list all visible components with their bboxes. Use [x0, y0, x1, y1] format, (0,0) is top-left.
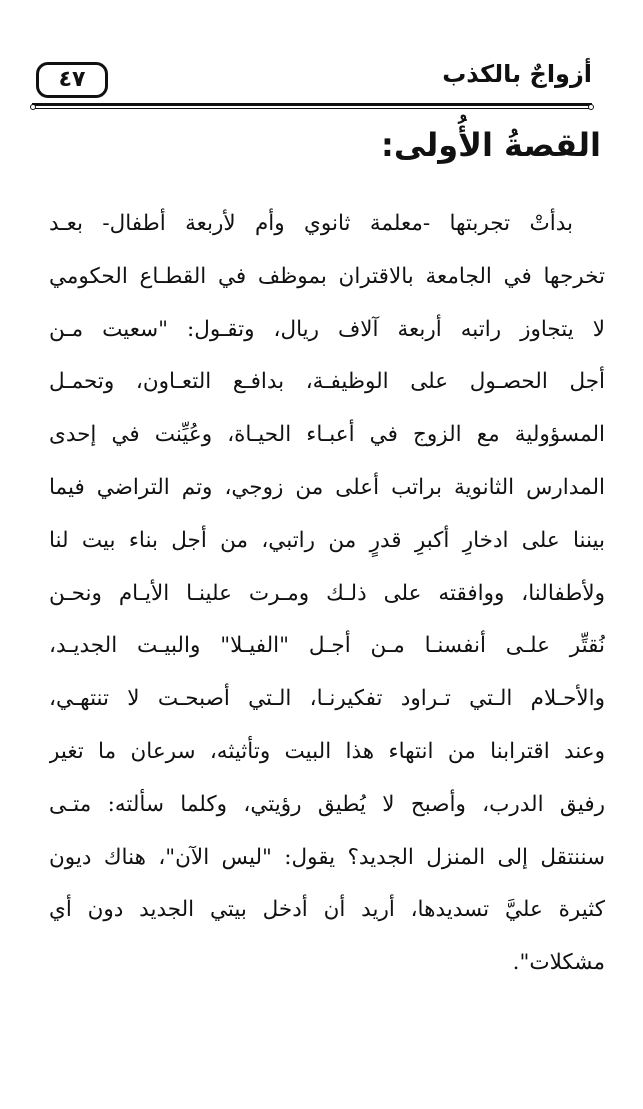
- body-line: سننتقل إلى المنزل الجديد؟ يقول: "ليس الآن"، هناك ديون: [49, 844, 605, 870]
- running-head-title: أزواجٌ بالكذب: [442, 60, 592, 88]
- body-line: أجل الحصـول على الوظيفـة، بدافـع التعـاون، وتحمـل: [49, 369, 605, 395]
- body-line: ولأطفالنا، ووافقته على ذلـك ومـرت علينـا الأيـام ونحـن: [49, 580, 605, 606]
- body-line: مشكلات".: [512, 950, 605, 976]
- body-line: تخرجها في الجامعة بالاقتران بموظف في القطـاع الحكومي: [49, 263, 605, 289]
- page-number: ٤٧: [58, 67, 86, 92]
- header-rule-thin: [32, 108, 592, 109]
- body-line: والأحـلام الـتي تـراود تفكيرنـا، الـتي أصبحـت لا تنتهـي،: [49, 686, 605, 712]
- header-rule-left-cap: [30, 104, 36, 110]
- body-line: بدأتْ تجربتها -معلمة ثانوي وأم لأربعة أطفال- بعـد: [49, 211, 573, 236]
- body-line: نُقتِّر علـى أنفسنـا مـن أجـل "الفيـلا" والبيـت الجديـد،: [49, 633, 605, 659]
- body-line: كثيرة عليَّ تسديدها، أريد أن أدخل بيتي الجديد دون أي: [49, 897, 605, 923]
- body-line: المدارس الثانوية براتب أعلى من زوجي، وتم التراضي فيما: [49, 474, 605, 500]
- header-rule-thick: [32, 103, 592, 106]
- story-body: [49, 198, 605, 990]
- story-title: القصةُ الأُولى:: [381, 126, 601, 164]
- body-line: لا يتجاوز راتبه أربعة آلاف ريال، وتقـول: "سعيت مـن: [49, 316, 605, 342]
- body-line: رفيق الدرب، وأصبح لا يُطيق رؤيتي، وكلما سألته: متـى: [49, 791, 605, 817]
- body-line: وعند اقترابنا من انتهاء هذا البيت وتأثيثه، سرعان ما تغير: [49, 738, 605, 764]
- page-header: [32, 58, 592, 110]
- header-rule: [32, 103, 592, 111]
- body-line: بيننا على ادخارِ أكبرِ قدرٍ من راتبي، من أجل بناء بيت لنا: [49, 527, 605, 553]
- body-line: المسؤولية مع الزوج في أعبـاء الحيـاة، وعُيِّنت في إحدى: [49, 422, 605, 448]
- page-number-frame: [36, 62, 108, 98]
- header-rule-right-cap: [588, 104, 594, 110]
